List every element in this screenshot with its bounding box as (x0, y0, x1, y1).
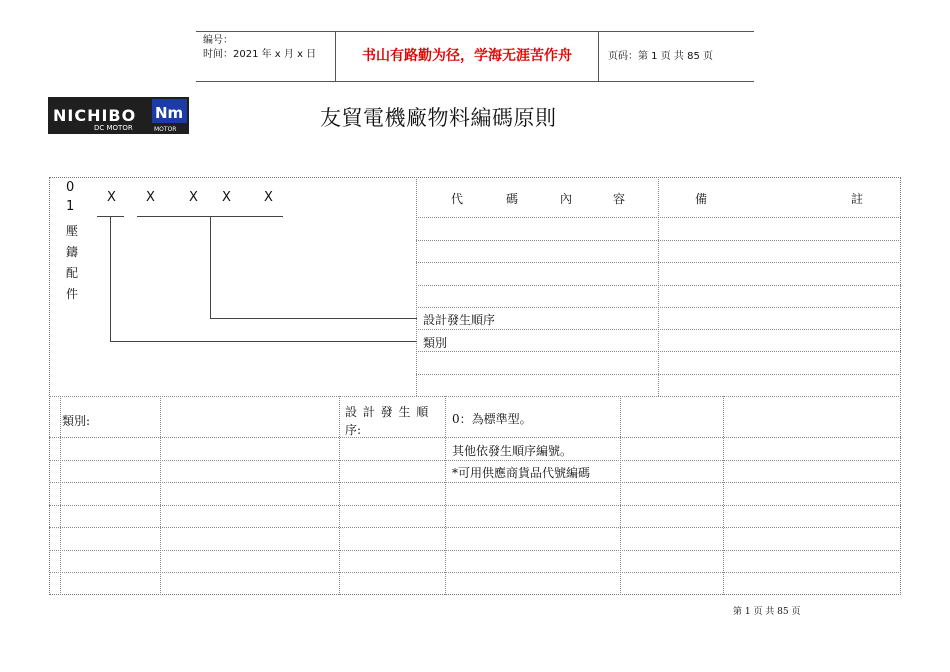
number-label: 编号： (203, 35, 233, 46)
divider (416, 307, 901, 308)
divider (339, 396, 340, 595)
header-page-info: 页码：第 1 页 共 85 页 (608, 51, 713, 62)
nichibo-logo (48, 97, 189, 134)
divider (49, 550, 901, 551)
divider (49, 482, 901, 483)
vertical-char: 件 (66, 287, 79, 301)
header-content-1: 代 (451, 192, 464, 206)
connector-category-horizontal (110, 341, 417, 342)
divider (416, 285, 901, 286)
divider (416, 262, 901, 263)
divider (49, 527, 901, 528)
code-x2: X (146, 190, 155, 205)
code-x3: X (189, 190, 198, 205)
design-sequence-label: 設 計 發 生 順 (345, 405, 430, 419)
divider (658, 177, 659, 396)
divider (49, 572, 901, 573)
header-content-4: 容 (613, 192, 626, 206)
time-label: 时间：2021 年 x 月 x 日 (203, 49, 317, 60)
vertical-label (66, 221, 78, 305)
divider (160, 396, 161, 595)
header-note: 註 (851, 192, 864, 206)
code-prefix-top: 0 (66, 180, 75, 195)
code-prefix-bottom: 1 (66, 199, 75, 214)
divider (49, 437, 901, 438)
page-title: 友貿電機廠物料編碼原則 (320, 106, 557, 130)
divider (49, 505, 901, 506)
document-header (196, 31, 754, 82)
divider (60, 396, 61, 595)
header-motto: 书山有路勤为径，学海无涯苦作舟 (336, 32, 599, 81)
note-standard: 0：為標準型。 (452, 412, 532, 426)
logo-badge-sub: MOTOR (154, 126, 177, 133)
note-sequence: 其他依發生順序編號。 (452, 444, 573, 458)
header-content-2: 碼 (506, 192, 519, 206)
code-x4: X (222, 190, 231, 205)
connector-sequence-vertical (210, 217, 211, 318)
vertical-char: 壓 (66, 224, 79, 238)
header-remark: 備 (695, 192, 708, 206)
divider (49, 396, 901, 397)
divider (416, 374, 901, 375)
header-meta (196, 32, 336, 81)
header-content-3: 內 (560, 192, 573, 206)
design-sequence-label-2: 序: (345, 423, 362, 437)
row-design-sequence: 設計發生順序 (423, 313, 496, 327)
divider (416, 217, 901, 218)
category-label: 類別: (62, 414, 91, 428)
note-supplier: *可用供應商貨品代號編碼 (452, 466, 591, 480)
divider (416, 177, 417, 396)
row-category: 類別 (423, 336, 448, 350)
divider (49, 460, 901, 461)
page-footer: 第 1 页 共 85 页 (733, 607, 801, 617)
code-x5: X (264, 190, 273, 205)
connector-category-vertical (110, 217, 111, 341)
divider (620, 396, 621, 595)
divider (416, 329, 901, 330)
divider (416, 351, 901, 352)
connector-sequence-horizontal (210, 318, 417, 319)
divider (445, 396, 446, 595)
logo-sub: DC MOTOR (94, 124, 133, 132)
logo-brand: NICHIBO (53, 106, 137, 125)
vertical-char: 鑄 (66, 245, 79, 259)
divider (416, 240, 901, 241)
divider (723, 396, 724, 595)
vertical-char: 配 (66, 266, 79, 280)
code-x1: X (107, 190, 116, 205)
logo-badge: Nm (155, 104, 184, 122)
